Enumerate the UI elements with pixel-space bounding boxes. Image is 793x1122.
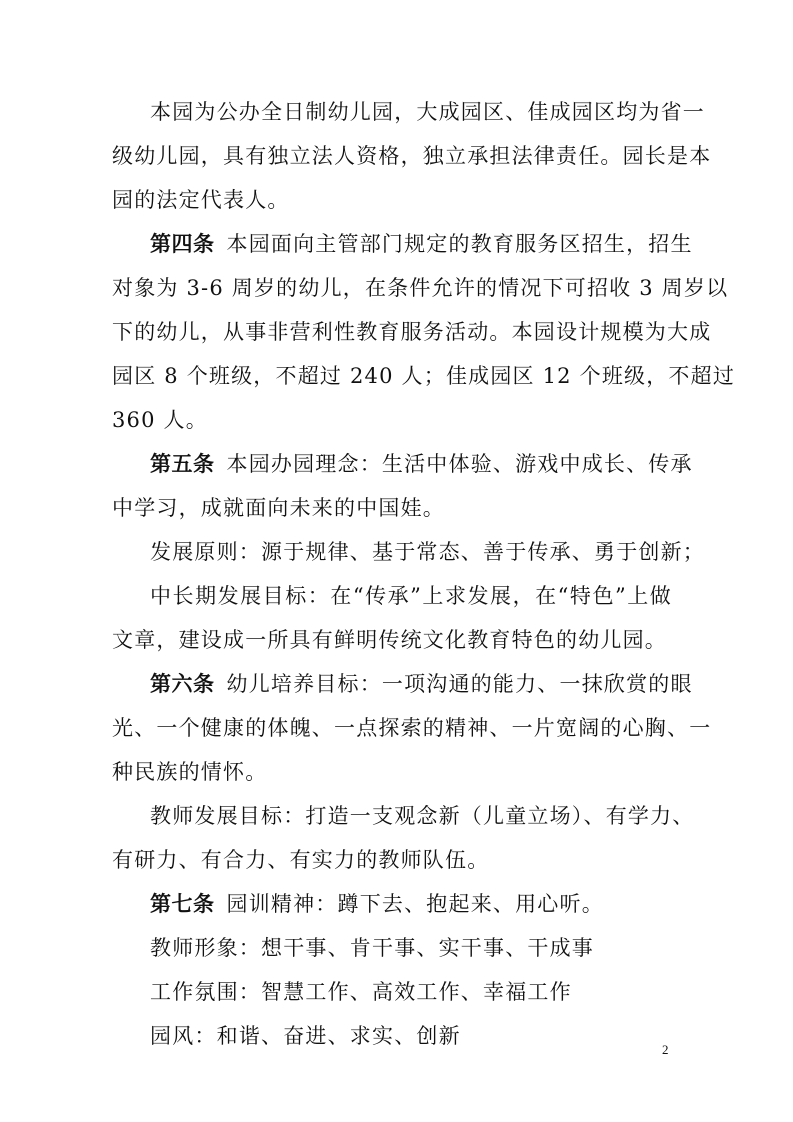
paragraph-line: 文章，建设成一所具有鲜明传统文化教育特色的幼儿园。 <box>112 628 667 652</box>
article-line <box>150 890 672 918</box>
article-heading: 第五条 <box>150 452 215 476</box>
article-text: 本园面向主管部门规定的教育服务区招生，招生 <box>226 232 693 256</box>
paragraph-line: 发展原则：源于规律、基于常态、善于传承、勇于创新； <box>150 540 705 564</box>
paragraph-line: 园风：和谐、奋进、求实、创新 <box>150 1024 461 1048</box>
paragraph-line: 种民族的情怀。 <box>112 760 268 784</box>
paragraph-line: 下的幼儿，从事非营利性教育服务活动。本园设计规模为大成 <box>112 320 712 344</box>
article-text: 幼儿培养目标：一项沟通的能力、一抹欣赏的眼 <box>226 672 693 696</box>
paragraph-line: 园区 8 个班级，不超过 240 人；佳成园区 12 个班级，不超过 <box>112 364 736 388</box>
article-line <box>150 670 693 698</box>
article-heading: 第六条 <box>150 672 215 696</box>
paragraph-line: 中长期发展目标：在“传承”上求发展，在“特色”上做 <box>150 584 672 608</box>
paragraph-line: 360 人。 <box>112 408 208 432</box>
article-heading: 第七条 <box>150 892 215 916</box>
paragraph-line: 对象为 3-6 周岁的幼儿，在条件允许的情况下可招收 3 周岁以 <box>112 276 729 300</box>
article-text: 园训精神：蹲下去、抱起来、用心听。 <box>226 892 604 916</box>
paragraph-line: 中学习，成就面向未来的中国娃。 <box>112 496 445 520</box>
page-number: 2 <box>662 1042 669 1057</box>
paragraph-line: 园的法定代表人。 <box>112 188 290 212</box>
article-line <box>150 230 693 258</box>
paragraph-line: 本园为公办全日制幼儿园，大成园区、佳成园区均为省一 <box>150 100 705 124</box>
paragraph-line: 级幼儿园，具有独立法人资格，独立承担法律责任。园长是本 <box>112 144 712 168</box>
paragraph-line: 教师形象：想干事、肯干事、实干事、干成事 <box>150 936 594 960</box>
paragraph-line: 教师发展目标：打造一支观念新（儿童立场）、有学力、 <box>150 804 695 828</box>
article-heading: 第四条 <box>150 232 215 256</box>
paragraph-line: 工作氛围：智慧工作、高效工作、幸福工作 <box>150 980 572 1004</box>
article-line <box>150 450 693 478</box>
paragraph-line: 光、一个健康的体魄、一点探索的精神、一片宽阔的心胸、一 <box>112 716 712 740</box>
article-text: 本园办园理念：生活中体验、游戏中成长、传承 <box>226 452 693 476</box>
paragraph-line: 有研力、有合力、有实力的教师队伍。 <box>112 848 490 872</box>
